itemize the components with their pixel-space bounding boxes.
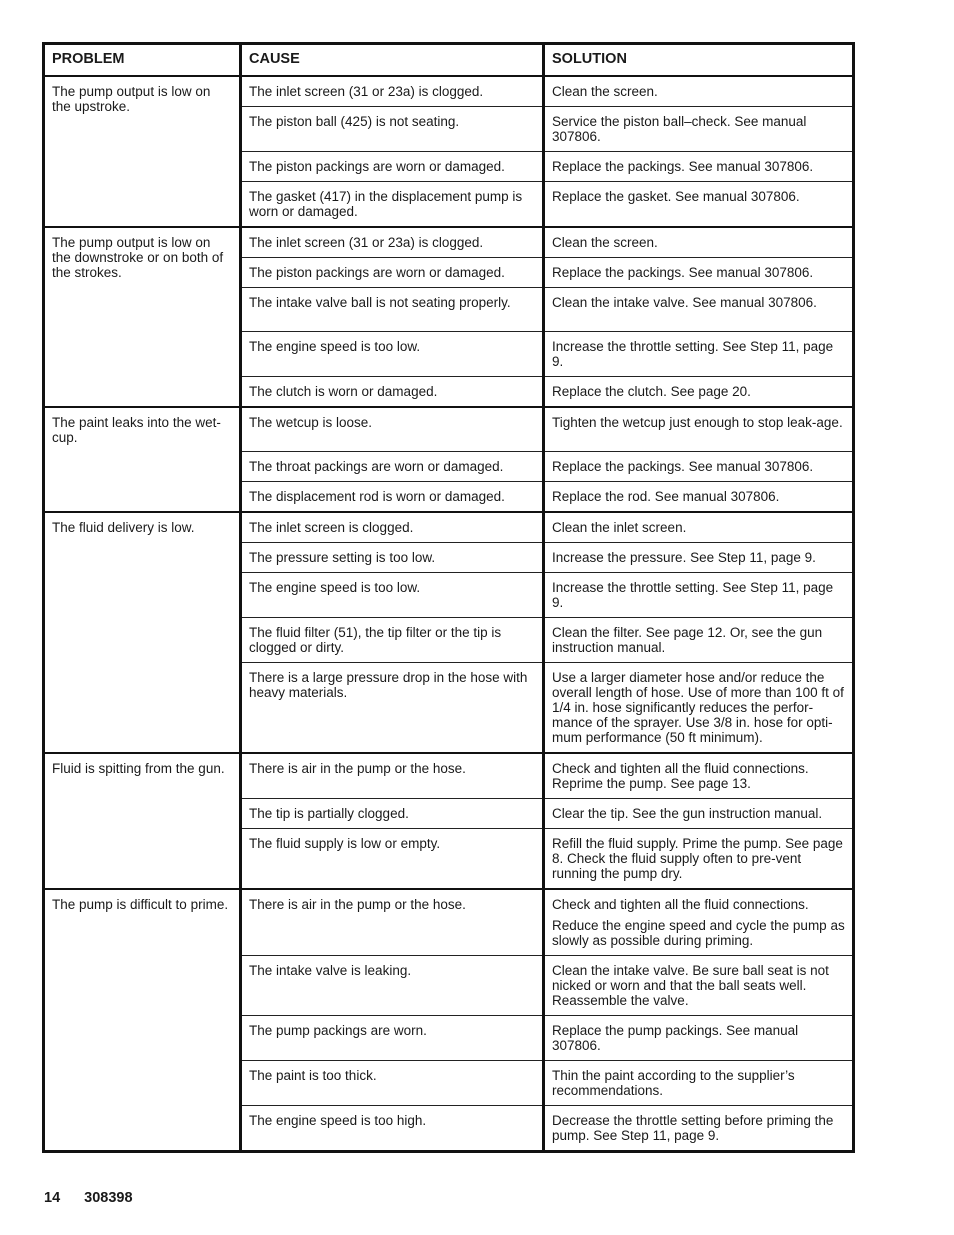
solution-cell xyxy=(544,227,854,258)
solution-paragraph: Check and tighten all the fluid connections. xyxy=(552,897,809,912)
solution-paragraph: Increase the throttle setting. See Step 11, page 9. xyxy=(552,338,834,369)
cause-cell: The fluid supply is low or empty. xyxy=(241,829,544,890)
solution-paragraph: Clean the intake valve. See manual 307806. xyxy=(552,294,817,310)
cause-cell: The clutch is worn or damaged. xyxy=(241,376,544,407)
solution-cell xyxy=(544,956,854,1016)
solution-cell xyxy=(544,1061,854,1106)
cause-cell: The tip is partially clogged. xyxy=(241,799,544,829)
cause-cell: The wetcup is loose. xyxy=(241,407,544,452)
solution-cell xyxy=(544,407,854,452)
table-row xyxy=(44,753,854,799)
solution-cell xyxy=(544,1016,854,1061)
solution-paragraph: Replace the packings. See manual 307806. xyxy=(552,459,814,474)
solution-cell xyxy=(544,151,854,181)
solution-cell xyxy=(544,753,854,799)
solution-cell xyxy=(544,543,854,573)
table-row xyxy=(44,889,854,956)
table-row xyxy=(44,407,854,452)
problem-cell: The fluid delivery is low. xyxy=(44,512,241,753)
solution-paragraph: Replace the pump packings. See manual 307806. xyxy=(552,1023,799,1053)
solution-paragraph: Thin the paint according to the supplier’s recommendations. xyxy=(552,1068,795,1098)
solution-paragraph: Service the piston ball–check. See manual 307806. xyxy=(552,113,807,144)
solution-cell xyxy=(544,376,854,407)
solution-paragraph: Replace the rod. See manual 307806. xyxy=(552,489,780,504)
cause-cell: The piston packings are worn or damaged. xyxy=(241,151,544,181)
cause-cell: The pressure setting is too low. xyxy=(241,543,544,573)
solution-cell xyxy=(544,106,854,151)
cause-cell: The displacement rod is worn or damaged. xyxy=(241,482,544,513)
cause-cell: The fluid filter (51), the tip filter or the tip is clogged or dirty. xyxy=(241,618,544,663)
solution-cell xyxy=(544,512,854,543)
problem-cell: The pump output is low on the upstroke. xyxy=(44,76,241,227)
solution-cell xyxy=(544,1106,854,1152)
cause-cell: The inlet screen is clogged. xyxy=(241,512,544,543)
solution-paragraph: Clear the tip. See the gun instruction manual. xyxy=(552,806,823,821)
solution-cell xyxy=(544,331,854,376)
solution-paragraph: Decrease the throttle setting before priming the pump. See Step 11, page 9. xyxy=(552,1113,834,1143)
solution-paragraph: Check and tighten all the fluid connections. Reprime the pump. See page 13. xyxy=(552,761,809,791)
solution-cell xyxy=(544,663,854,754)
page-number: 14 xyxy=(44,1190,61,1206)
cause-cell: The piston ball (425) is not seating. xyxy=(241,106,544,151)
solution-cell xyxy=(544,76,854,107)
solution-paragraph: Replace the packings. See manual 307806. xyxy=(552,264,814,280)
cause-cell: The engine speed is too low. xyxy=(241,331,544,376)
header-solution: SOLUTION xyxy=(544,44,854,76)
cause-cell: The pump packings are worn. xyxy=(241,1016,544,1061)
cause-cell: There is air in the pump or the hose. xyxy=(241,753,544,799)
solution-paragraph: Clean the screen. xyxy=(552,83,658,99)
table-body xyxy=(44,76,854,1152)
solution-paragraph: Increase the pressure. See Step 11, page 9. xyxy=(552,550,816,565)
solution-cell xyxy=(544,618,854,663)
cause-cell: There is air in the pump or the hose. xyxy=(241,889,544,956)
solution-paragraph: Clean the screen. xyxy=(552,234,658,250)
solution-paragraph: Clean the filter. See page 12. Or, see the gun instruction manual. xyxy=(552,625,823,655)
solution-paragraph: Refill the fluid supply. Prime the pump. See page 8. Check the fluid supply often to pre-vent running the pump dry. xyxy=(552,836,843,881)
solution-cell xyxy=(544,482,854,513)
cause-cell: The gasket (417) in the displacement pump is worn or damaged. xyxy=(241,181,544,227)
solution-paragraph: Increase the throttle setting. See Step 11, page 9. xyxy=(552,580,834,610)
problem-cell: The pump output is low on the downstroke or on both of the strokes. xyxy=(44,227,241,407)
cause-cell: The inlet screen (31 or 23a) is clogged. xyxy=(241,76,544,107)
solution-cell xyxy=(544,257,854,287)
solution-cell xyxy=(544,573,854,618)
table-row xyxy=(44,76,854,107)
solution-paragraph: Tighten the wetcup just enough to stop leak-age. xyxy=(552,414,843,430)
page-footer xyxy=(44,1190,133,1206)
cause-cell: The engine speed is too low. xyxy=(241,573,544,618)
cause-cell: The piston packings are worn or damaged. xyxy=(241,257,544,287)
solution-paragraph: Reduce the engine speed and cycle the pump as slowly as possible during priming. xyxy=(552,918,845,948)
cause-cell: The intake valve is leaking. xyxy=(241,956,544,1016)
solution-paragraph: Clean the intake valve. Be sure ball seat is not nicked or worn and that the ball seats well. Reassemble the valve. xyxy=(552,963,829,1008)
header-problem: PROBLEM xyxy=(44,44,241,76)
solution-paragraph: Replace the gasket. See manual 307806. xyxy=(552,188,800,204)
solution-cell xyxy=(544,452,854,482)
problem-cell: The pump is difficult to prime. xyxy=(44,889,241,1152)
solution-cell xyxy=(544,181,854,227)
cause-cell: The inlet screen (31 or 23a) is clogged. xyxy=(241,227,544,258)
solution-cell xyxy=(544,829,854,890)
cause-cell: The throat packings are worn or damaged. xyxy=(241,452,544,482)
solution-cell xyxy=(544,799,854,829)
problem-cell: The paint leaks into the wet-cup. xyxy=(44,407,241,513)
solution-paragraph: Use a larger diameter hose and/or reduce the overall length of hose. Use of more than 100 ft of 1/4 in. hose significantly reduces the perfor-mance of the sprayer. Use 3/8 in. hose for opti-mum performance (50 ft minimum). xyxy=(552,670,844,745)
cause-cell: There is a large pressure drop in the hose with heavy materials. xyxy=(241,663,544,754)
solution-cell xyxy=(544,287,854,331)
solution-cell xyxy=(544,889,854,956)
cause-cell: The intake valve ball is not seating properly. xyxy=(241,287,544,331)
cause-cell: The paint is too thick. xyxy=(241,1061,544,1106)
table-header-row xyxy=(44,44,854,76)
table-row xyxy=(44,227,854,258)
table-row xyxy=(44,512,854,543)
cause-cell: The engine speed is too high. xyxy=(241,1106,544,1152)
troubleshooting-table xyxy=(42,42,855,1153)
solution-paragraph: Replace the clutch. See page 20. xyxy=(552,383,751,399)
document-number: 308398 xyxy=(84,1190,133,1206)
problem-cell: Fluid is spitting from the gun. xyxy=(44,753,241,889)
solution-paragraph: Replace the packings. See manual 307806. xyxy=(552,158,814,174)
solution-paragraph: Clean the inlet screen. xyxy=(552,520,687,535)
header-cause: CAUSE xyxy=(241,44,544,76)
